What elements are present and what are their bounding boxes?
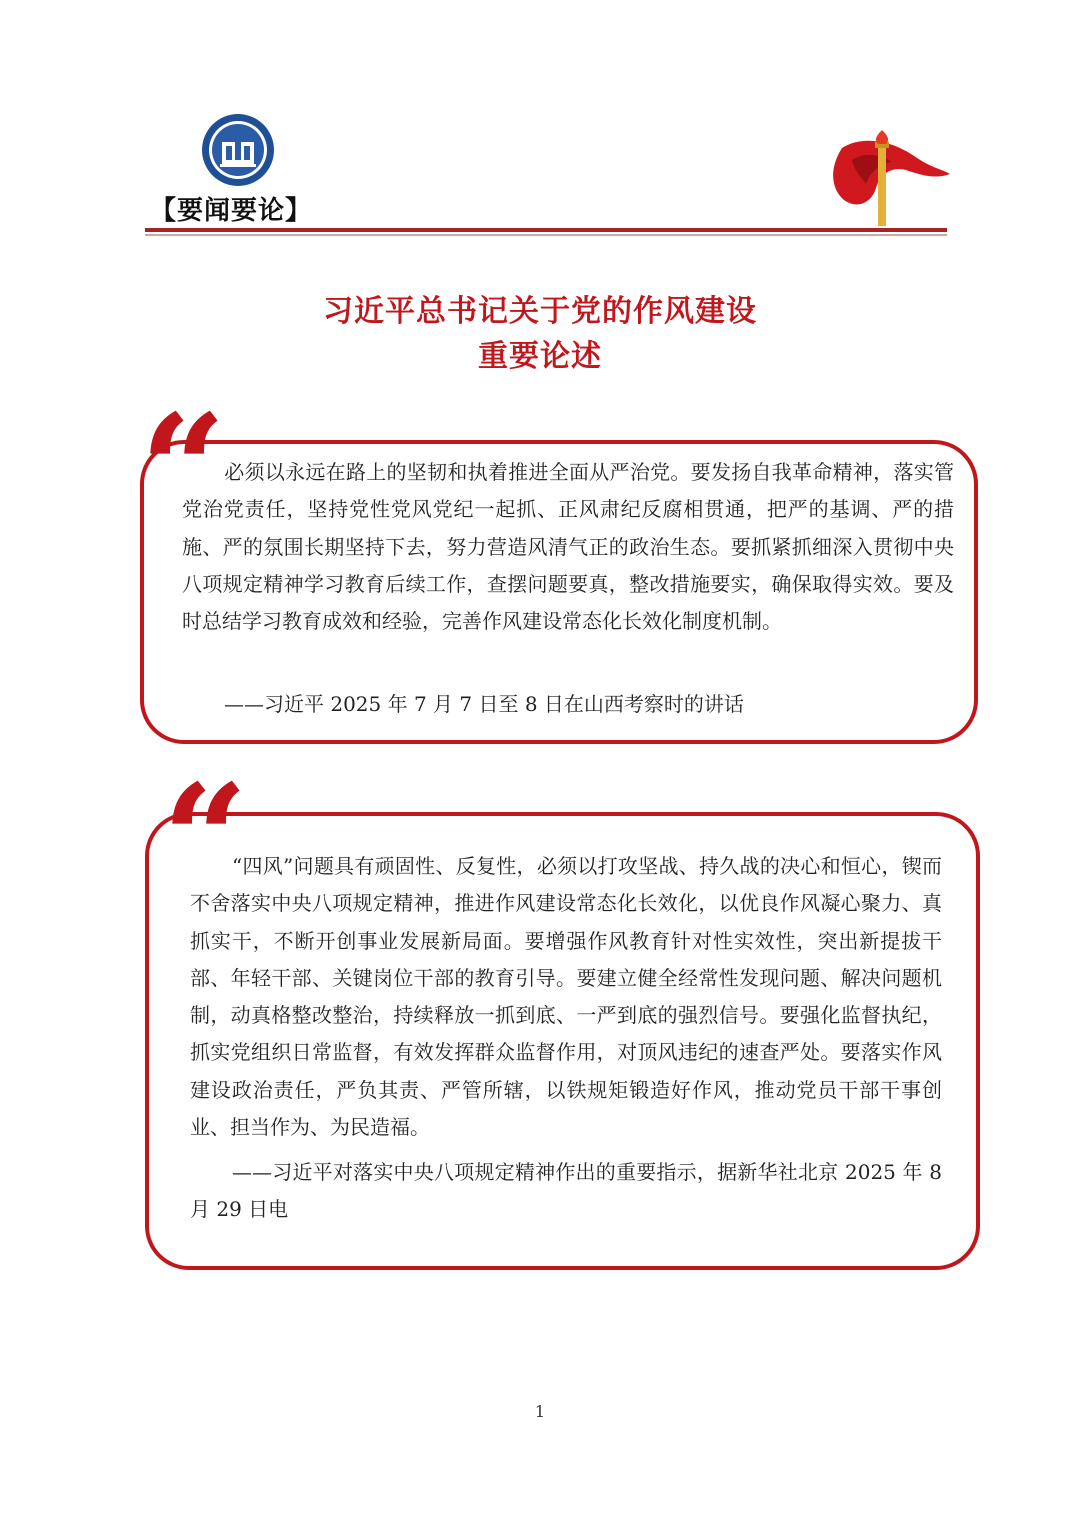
quote-1-source: [182, 686, 954, 723]
quote-2-text: [190, 848, 942, 1146]
quote-1-source-text: ——习近平 2025 年 7 月 7 日至 8 日在山西考察时的讲话: [224, 692, 744, 716]
quote-1-text: [182, 454, 954, 640]
torch-red-flag-icon: [822, 130, 950, 230]
quote-2-source: [190, 1154, 942, 1229]
quote-mark-icon: “: [140, 395, 227, 485]
quote-mark-icon: “: [162, 765, 249, 855]
document-title-line-2: 重要论述: [478, 339, 602, 374]
quote-2-body: “四风”问题具有顽固性、反复性，必须以打攻坚战、持久战的决心和恒心，锲而不舍落实中央八项规定精神，推进作风建设常态化长效化，以优良作风凝心聚力、真抓实干，不断开创事业发展新局面。要增强作风教育针对性实效性，突出新提拔干部、年轻干部、关键岗位干部的教育引导。要建立健全经常性发现问题、解决问题机制，动真格整改整治，持续释放一抓到底、一严到底的强烈信号。要强化监督执纪，抓实党组织日常监督，有效发挥群众监督作用，对顶风违纪的速查严处。要落实作风建设政治责任，严负其责、严管所辖，以铁规矩锻造好作风，推动党员干部干事创业、担当作为、为民造福。: [190, 854, 942, 1140]
document-title-line-1: 习近平总书记关于党的作风建设: [323, 294, 757, 329]
page-number: 1: [534, 1402, 546, 1421]
quote-2-source-text: ——习近平对落实中央八项规定精神作出的重要指示，据新华社北京 2025 年 8 月 29 日电: [190, 1160, 942, 1222]
header-rule-thin: [145, 234, 947, 236]
institution-emblem-icon: [200, 112, 276, 188]
quote-1-body: 必须以永远在路上的坚韧和执着推进全面从严治党。要发扬自我革命精神，落实管党治党责任，坚持党性党风党纪一起抓、正风肃纪反腐相贯通，把严的基调、严的措施、严的氛围长期坚持下去，努力营造风清气正的政治生态。要抓紧抓细深入贯彻中央八项规定精神学习教育后续工作，查摆问题要真，整改措施要实，确保取得实效。要及时总结学习教育成效和经验，完善作风建设常态化长效化制度机制。: [182, 460, 954, 634]
section-label: 【要闻要论】: [150, 196, 313, 226]
